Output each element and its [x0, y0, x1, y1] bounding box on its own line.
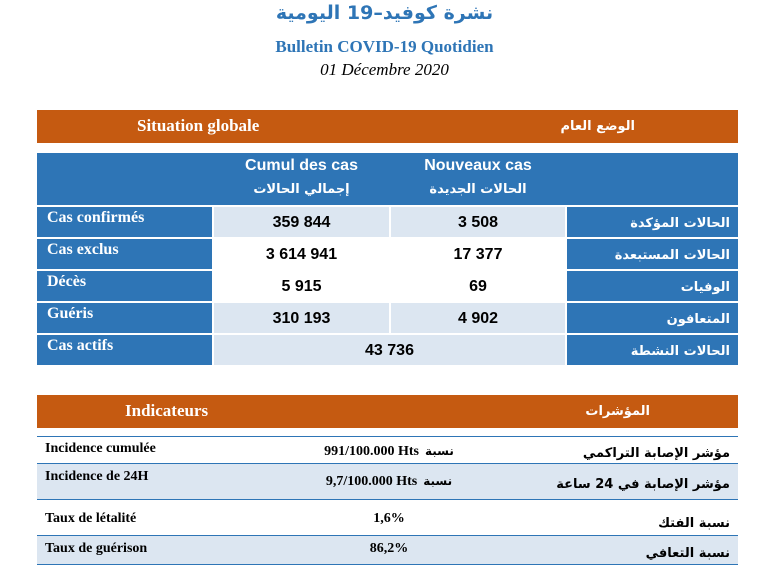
column-cumul-ar: إجمالي الحالات	[253, 182, 350, 197]
new-value: 3 508	[457, 214, 499, 231]
row-label-ar: الحالات المؤكدة	[630, 216, 730, 231]
indicator-value	[213, 444, 565, 460]
indicator-label-fr: Taux de létalité	[45, 511, 137, 526]
cumul-value: 359 844	[272, 214, 331, 231]
bulletin-date: 01 Décembre 2020	[320, 60, 449, 79]
cumul-value: 5 915	[281, 278, 322, 295]
indicators-title-fr: Indicateurs	[125, 401, 209, 420]
new-value: 17 377	[453, 246, 503, 263]
indicators-header-bar	[37, 395, 738, 428]
row-label-cell	[37, 207, 212, 237]
cumul-value: 3 614 941	[265, 246, 338, 263]
table-row-active	[37, 335, 738, 365]
indicator-label-fr: Incidence cumulée	[45, 441, 156, 456]
indicator-label-ar: نسبة التعافي	[645, 546, 730, 561]
row-label-cell	[37, 271, 212, 301]
indicator-row-cumulative-incidence	[37, 436, 738, 464]
indicator-value: 86,2%	[369, 541, 409, 556]
indicators-table	[37, 436, 738, 565]
row-label-ar-cell	[567, 303, 738, 333]
indicator-label-ar: نسبة الفتك	[658, 516, 730, 531]
new-cell	[391, 207, 565, 237]
indicator-value-number: 991/100.000 Hts	[324, 444, 419, 459]
indicator-row-lethality	[37, 500, 738, 536]
column-cumul-fr: Cumul des cas	[245, 157, 358, 174]
situation-title-ar: الوضع العام	[560, 119, 635, 134]
situation-title-fr: Situation globale	[137, 116, 260, 135]
indicator-label-fr: Incidence de 24H	[45, 469, 149, 484]
indicator-label-ar: مؤشر الإصابة التراكمي	[582, 446, 730, 461]
row-label-fr: Cas actifs	[47, 337, 114, 354]
row-label-fr: Décès	[47, 273, 87, 290]
indicator-value-ar: نسبة	[423, 474, 453, 488]
situation-column-headers	[37, 153, 738, 205]
row-label-ar-cell	[567, 335, 738, 365]
indicator-value-ar: نسبة	[424, 444, 454, 458]
row-label-cell	[37, 239, 212, 269]
indicator-label-ar: مؤشر الإصابة في 24 ساعة	[556, 477, 730, 492]
row-label-ar-cell	[567, 239, 738, 269]
row-label-fr: Cas confirmés	[47, 209, 145, 226]
column-new-fr: Nouveaux cas	[424, 157, 532, 174]
new-value: 69	[469, 278, 487, 295]
new-cell	[391, 239, 565, 269]
cumul-cell	[214, 239, 389, 269]
active-value: 43 736	[365, 342, 414, 359]
new-value: 4 902	[457, 310, 499, 327]
active-value-cell	[214, 335, 565, 365]
cumul-cell	[214, 207, 389, 237]
indicator-value-number: 9,7/100.000 Hts	[325, 474, 418, 489]
table-row-confirmed	[37, 207, 738, 237]
title-arabic: نشرة كوفيد–19 اليومية	[275, 2, 494, 24]
row-label-ar: المتعافون	[666, 312, 730, 327]
cumul-cell	[214, 303, 389, 333]
column-new-ar: الحالات الجديدة	[429, 182, 527, 197]
indicator-value: 1,6%	[373, 511, 405, 526]
row-label-ar: الحالات المستبعدة	[614, 248, 730, 263]
row-label-cell	[37, 303, 212, 333]
row-label-cell	[37, 335, 212, 365]
table-row-excluded	[37, 239, 738, 269]
column-cumul	[214, 153, 389, 205]
table-row-recovered	[37, 303, 738, 333]
table-row-deaths	[37, 271, 738, 301]
indicator-label-fr: Taux de guérison	[45, 541, 148, 556]
situation-header-bar	[37, 110, 738, 143]
indicator-row-24h-incidence	[37, 464, 738, 500]
cumul-value: 310 193	[272, 310, 331, 327]
indicator-row-recovery	[37, 536, 738, 565]
row-label-ar-cell	[567, 271, 738, 301]
title-french: Bulletin COVID-19 Quotidien	[275, 37, 494, 56]
indicators-title-ar: المؤشرات	[585, 404, 650, 419]
cumul-cell	[214, 271, 389, 301]
indicator-value	[213, 474, 565, 490]
row-label-fr: Cas exclus	[47, 241, 119, 258]
row-label-ar: الوفيات	[680, 280, 730, 295]
row-label-ar-cell	[567, 207, 738, 237]
row-label-ar: الحالات النشطة	[630, 344, 730, 359]
new-cell	[391, 303, 565, 333]
column-new	[391, 153, 565, 205]
row-label-fr: Guéris	[47, 305, 94, 322]
new-cell	[391, 271, 565, 301]
